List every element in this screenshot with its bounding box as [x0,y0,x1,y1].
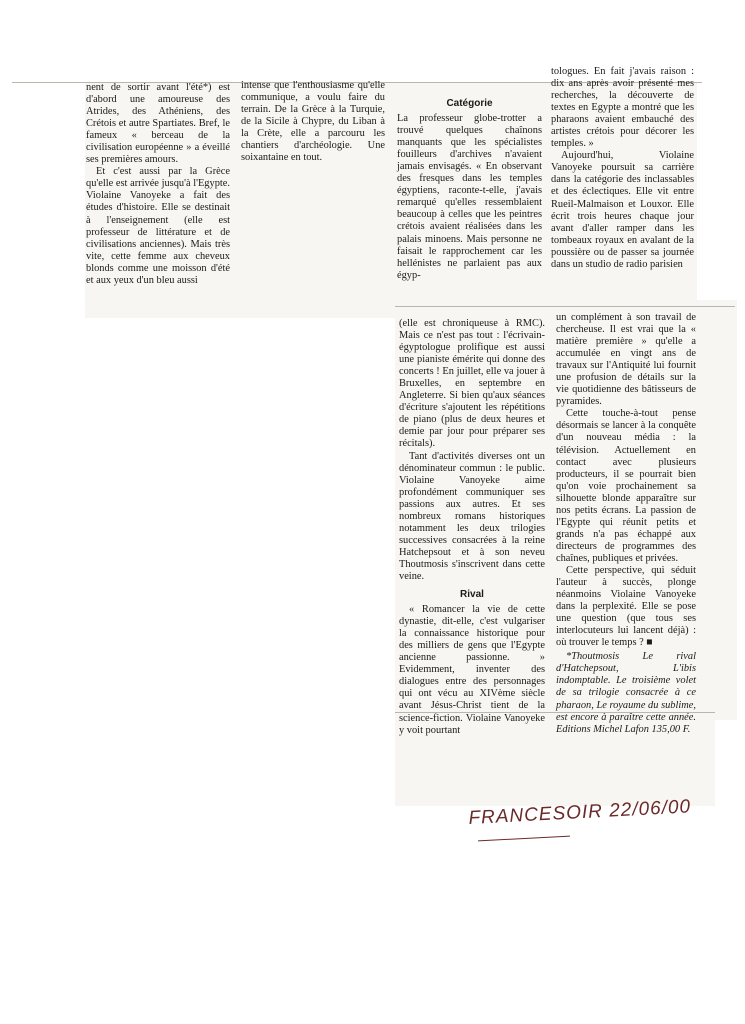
article-column-1 [86,82,230,287]
article-column-2 [241,80,385,164]
book-footnote: *Thoutmosis Le rival d'Hatchepsout, L'ibis indomptable. Le troisième volet de sa trilogie consacrée à ce pharaon, Le royaume du sublime, est encore à paraître cette année. Editions Michel Lafon 135,00 F. [556,651,696,735]
article-column-6 [556,312,696,736]
col5-paragraph-1: (elle est chroniqueuse à RMC). Mais ce n'est pas tout : l'écrivain-égyptologue prolifique est aussi une pianiste émérite qui donne des concerts ! En juillet, elle va jouer à Bruxelles, en septembre en Angleterre. Si bien qu'aux séances d'écriture s'ajoutent les répétitions de piano (plus de deux heures et demie par jour pour préparer ses récitals). [399,318,545,450]
col3-paragraph-1: La professeur globe-trotter a trouvé quelques chaînons manquants que les spécialistes fouilleurs d'archives n'avaient jamais envisagés. « En observant des fresques dans les temples égyptiens, raconte-t-elle, j'avais remarqué qu'elles ressemblaient beaucoup à celles que les peintres crétois avaient réalisées dans les palais minoens. Mais personne ne faisait le rapprochement car les hellénistes ne parlaient pas aux égyp- [397,113,542,281]
col5-paragraph-2: Tant d'activités diverses ont un dénominateur commun : le public. Violaine Vanoyeke aime profondément communiquer ses passions aux autres. Et ses nombreux romans historiques notamment les deux trilogies successives consacrées à la reine Hatchepsout et à son neveu Thoutmosis s'inscrivent dans cette veine. [399,450,545,582]
col4-paragraph-2: Aujourd'hui, Violaine Vanoyeke poursuit sa carrière dans la catégorie des inclassables et des éclectiques. Elle vit entre Rueil-Malmaison et Louxor. Elle écrit trois heures chaque jour avant d'aller ramper dans les tombeaux royaux en avalant de la poussière ou de passer sa journée dans un studio de radio parisien [551,150,694,270]
subheading-rival: Rival [460,589,484,601]
handwritten-source-date: FRANCESOIR 22/06/00 [468,796,692,829]
fold-line-middle [395,306,735,307]
col4-paragraph-1: tologues. En fait j'avais raison : dix ans après avoir présenté mes recherches, la découverte de textes en Egypte a montré que les pharaons avaient embauché des artistes crétois pour décorer les temples. » [551,66,694,150]
col5-paragraph-3: « Romancer la vie de cette dynastie, dit-elle, c'est vulgariser la connaissance historique pour des milliers de gens que l'Egypte ancienne passionne. » Evidemment, inventer des dialogues entre des personnages qui ont vécu au XIVème siècle avant Jésus-Christ tient de la science-fiction. Violaine Vanoyeke y voit pourtant [399,604,545,736]
col1-paragraph-2: Et c'est aussi par la Grèce qu'elle est arrivée jusqu'à l'Egypte. Violaine Vanoyeke a fait des études d'histoire. Elle se destinait à l'enseignement (elle est professeur de littérature et de civilisations anciennes). Mais très vite, cette femme aux cheveux blonds comme une moisson d'été et aux yeux d'un bleu aussi [86,166,230,286]
col6-paragraph-1: un complément à son travail de chercheuse. Il est vrai que la « matière première » qu'elle a accumulée en vingt ans de travaux sur l'Antiquité lui fournit une profusion de détails sur la vie quotidienne des bâtisseurs de pyramides. [556,312,696,408]
col6-paragraph-3: Cette perspective, qui séduit l'auteur à succès, plonge néanmoins Violaine Vanoyeke dans la perplexité. Elle se pose une question (que tous ses interlocuteurs lui lancent déjà) : où trouver le temps ? ■ [556,564,696,649]
article-column-3 [397,96,542,282]
signature-underline [478,836,570,842]
col2-paragraph-1: intense que l'enthousiasme qu'elle communique, a voulu faire du terrain. De la Grèce à la Turquie, de la Sicile à Chypre, du Liban à la Crète, elle a parcouru les chantiers d'archéologie. Une soixantaine en tout. [241,80,385,164]
subheading-categorie: Catégorie [446,98,493,109]
col6-paragraph-2: Cette touche-à-tout pense désormais se lancer à la conquête d'un nouveau média : la télévision. Actuellement en contact avec plusieurs producteurs, il se pourrait bien qu'on voie prochainement sa silhouette blonde apparaître sur nos petits écrans. La passion de l'Egypte qui réunit petits et grands n'a pas échappé aux directeurs de programmes des chaînes, publiques et privées. [556,408,696,564]
article-column-4 [551,66,694,271]
col1-paragraph-1: nent de sortir avant l'été*) est d'abord une amoureuse des Atrides, des Athéniens, des Crétois et autre Spartiates. Bref, le fameux « berceau de la civilisation européenne » a éveillé ses premières amours. [86,82,230,166]
article-column-5 [399,318,545,737]
